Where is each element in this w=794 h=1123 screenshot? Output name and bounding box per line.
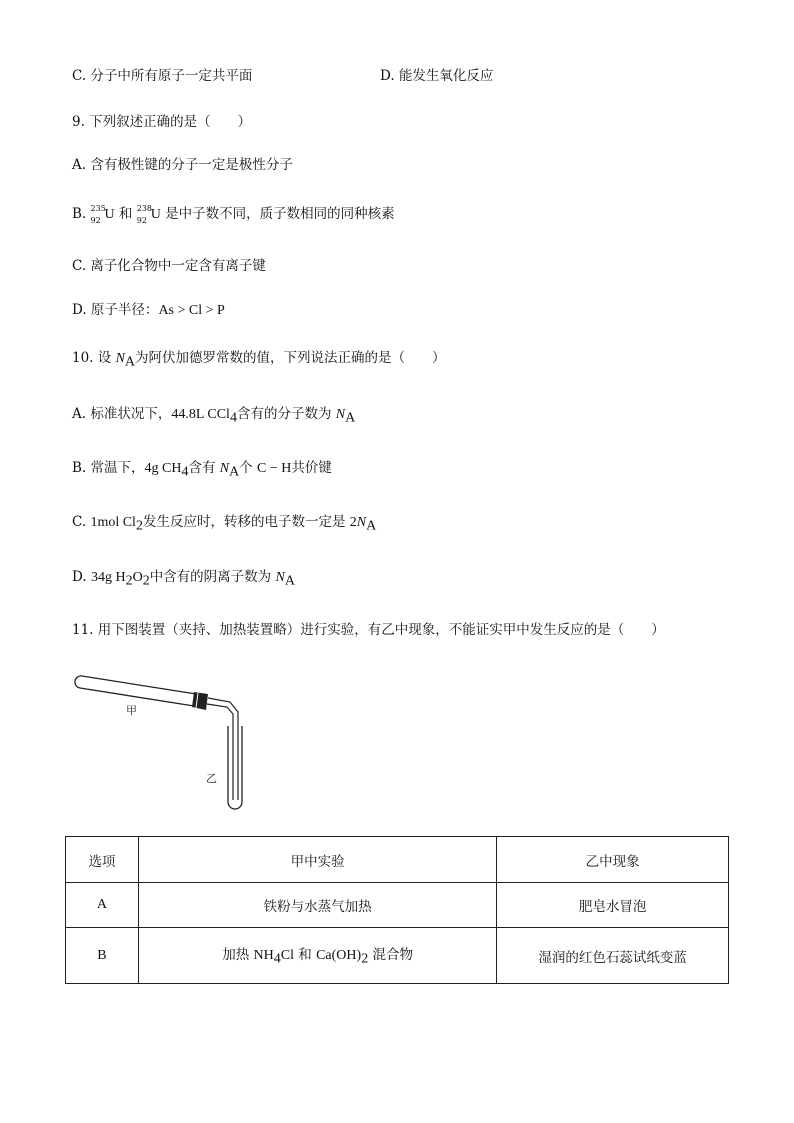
na-subscript-b: A — [229, 464, 240, 480]
q10-option-b — [72, 458, 332, 483]
q10-a-rest: 含有的分子数为 — [236, 406, 336, 422]
q10-c-sub: 2 — [135, 518, 143, 534]
q9-option-b — [72, 204, 395, 225]
table-row — [66, 928, 729, 984]
header-option: 选项 — [66, 837, 139, 883]
q10-a-math: 44.8L CCl — [171, 407, 230, 422]
atomic-number-92-second: 92 — [136, 215, 147, 225]
row-b-exp-prefix: 加热 — [222, 947, 254, 964]
row-b-phenomenon: 湿润的红色石蕊试纸变蓝 — [497, 928, 729, 984]
label-yi: 乙 — [206, 772, 217, 785]
header-jia-experiment: 甲中实验 — [138, 837, 496, 883]
q8-option-d-text: D. 能发生氧化反应 — [380, 68, 494, 84]
row-b-rest: 混合物 — [368, 947, 413, 964]
q8-option-c-text: C. 分子中所有原子一定共平面 — [72, 68, 253, 84]
apparatus-diagram — [68, 666, 258, 816]
row-b-nh: NH — [253, 948, 274, 964]
row-b-sub4: 4 — [273, 951, 281, 967]
row-a-experiment: 铁粉与水蒸气加热 — [138, 883, 496, 928]
q9-d-math: As > Cl > P — [158, 303, 225, 318]
nuclide-u238 — [137, 205, 151, 225]
row-b-cl: Cl — [280, 948, 294, 964]
row-b-and: 和 — [294, 947, 317, 964]
mass-number-235: 235 — [90, 203, 106, 213]
q10-d-sub2: 2 — [142, 573, 150, 589]
q8-option-c — [72, 66, 252, 86]
table-row — [66, 883, 729, 928]
symbol-u-2: U — [150, 207, 161, 222]
q10-d-math1: 34g H — [90, 570, 126, 585]
q11-table — [65, 836, 729, 984]
q10-b-mid: 含有 — [188, 460, 220, 476]
row-b-sub2: 2 — [361, 951, 369, 967]
q9-option-d — [72, 300, 225, 321]
na-subscript: A — [124, 354, 136, 370]
q10-b-sub: 4 — [181, 464, 189, 480]
na-symbol-b: N — [219, 461, 230, 476]
q10-stem-rest: 为阿伏加德罗常数的值，下列说法正确的是（ ） — [135, 350, 446, 366]
q9-stem: 9. 下列叙述正确的是（ ） — [72, 114, 252, 130]
q10-d-math2: O — [132, 570, 143, 585]
table-header-row — [66, 837, 729, 883]
nuclide-u235 — [91, 205, 105, 225]
q10-stem-prefix: 10. 设 — [72, 350, 116, 366]
na-symbol: N — [115, 351, 125, 366]
q10-d-sub1: 2 — [125, 573, 133, 589]
q10-a-sub: 4 — [229, 410, 237, 426]
q9-option-a: A. 含有极性键的分子一定是极性分子 — [72, 157, 293, 173]
q8-option-d — [380, 66, 493, 86]
na-symbol-a: N — [335, 407, 346, 422]
row-a-phenomenon: 肥皂水冒泡 — [497, 883, 729, 928]
row-b-experiment — [138, 928, 496, 984]
na-subscript-a: A — [345, 410, 356, 426]
stopper — [192, 692, 208, 710]
q10-b-math: 4g CH — [144, 461, 182, 476]
test-tube-jia — [75, 676, 196, 706]
q10-c-coef: 2 — [349, 515, 357, 530]
na-subscript-d: A — [284, 573, 295, 589]
q10-b-rest: 共价键 — [291, 460, 332, 476]
q9-b-and: 和 — [114, 206, 137, 222]
q10-stem — [72, 348, 446, 373]
row-b-option: B — [66, 928, 139, 984]
na-symbol-d: N — [275, 570, 285, 585]
mass-number-238: 238 — [136, 203, 153, 213]
q10-d-rest: 中含有的阴离子数为 — [149, 569, 276, 585]
q10-c-mid: 发生反应时，转移的电子数一定是 — [142, 514, 350, 530]
q10-option-d — [72, 567, 295, 592]
q10-d-prefix: D. — [72, 569, 91, 585]
q10-b-bond: C − H — [257, 461, 292, 476]
test-tube-yi — [228, 726, 242, 809]
q10-c-prefix: C. — [72, 514, 91, 530]
label-jia: 甲 — [126, 704, 137, 717]
q10-c-math: 1mol Cl — [90, 515, 136, 530]
na-subscript-c: A — [366, 518, 377, 534]
q10-b-prefix: B. 常温下， — [72, 460, 145, 476]
q10-option-c — [72, 512, 376, 537]
header-yi-phenomenon: 乙中现象 — [497, 837, 729, 883]
row-a-option: A — [66, 883, 139, 928]
atomic-number-92: 92 — [90, 215, 101, 225]
q9-b-prefix: B. — [72, 206, 91, 222]
q10-b-mid2: 个 — [239, 460, 258, 476]
na-symbol-c: N — [356, 515, 367, 530]
q10-option-a — [72, 404, 355, 429]
q9-d-text: D. 原子半径： — [72, 302, 159, 318]
q11-stem: 11. 用下图装置（夹持、加热装置略）进行实验，有乙中现象，不能证实甲中发生反应的是（ ） — [72, 622, 665, 638]
q9-b-rest: 是中子数不同，质子数相同的同种核素 — [160, 206, 395, 222]
q10-a-prefix: A. 标准状况下， — [72, 406, 172, 422]
q9-option-c: C. 离子化合物中一定含有离子键 — [72, 258, 266, 274]
row-b-caoh: Ca(OH) — [316, 948, 362, 964]
symbol-u-1: U — [104, 207, 115, 222]
